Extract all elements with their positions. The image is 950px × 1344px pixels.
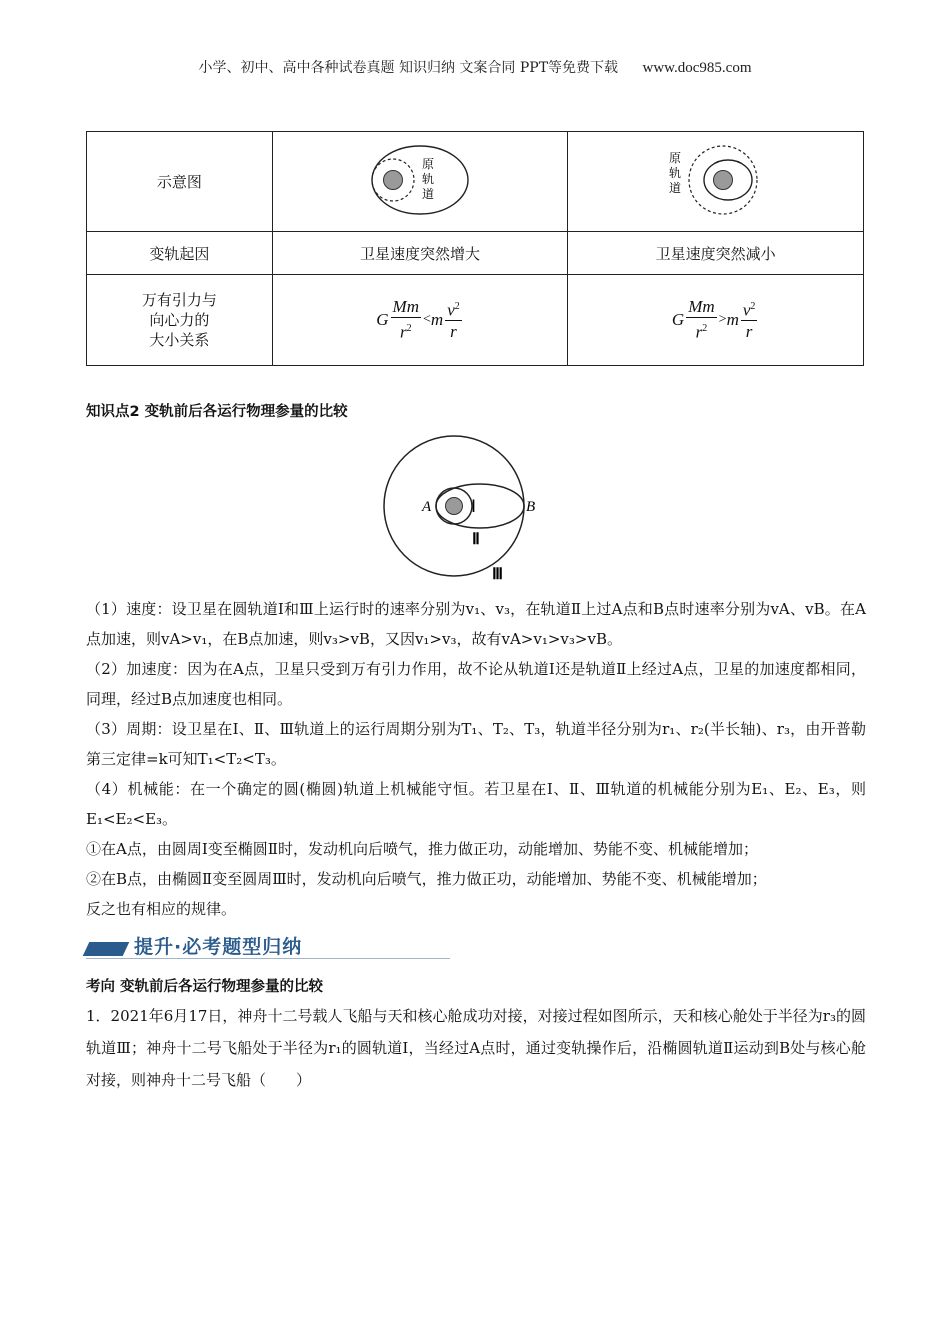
fraction-mm-r2	[391, 297, 421, 344]
label-line: 向心力的	[149, 311, 210, 329]
table-row	[87, 132, 864, 232]
topic-heading: 考向 变轨前后各运行物理参量的比较	[86, 979, 324, 995]
question-1: 1．2021年6月17日，神舟十二号载人飞船与天和核心舱成功对接，对接过程如图所示，天和核心舱处于半径为r₃的圆轨道Ⅲ；神舟十二号飞船处于半径为r₁的圆轨道Ⅰ，当经过A点时，通过变轨操作后，沿椭圆轨道Ⅱ运动到B处与核心舱对接，则神舟十二号飞船（ ）	[86, 1007, 866, 1089]
row-label	[87, 275, 273, 366]
table-row	[87, 275, 864, 366]
section-banner	[86, 932, 450, 960]
exponent: 2	[454, 300, 460, 312]
orbit-diagram-outward	[365, 138, 475, 222]
symbol-m: m	[430, 310, 444, 329]
banner-underline	[86, 958, 450, 959]
symbol-r: r	[399, 322, 407, 342]
gravity-formula	[672, 297, 759, 344]
row-label: 示意图	[87, 132, 273, 232]
section-heading: 知识点2 变轨前后各运行物理参量的比较	[86, 404, 348, 420]
gravity-formula	[376, 297, 463, 344]
formula-less	[272, 275, 568, 366]
diagram-speed-increase	[272, 132, 568, 232]
symbol-v: v	[447, 300, 455, 320]
denominator: r	[745, 322, 753, 342]
orbit-label-char: 道	[422, 186, 435, 201]
orbit-change-table	[86, 131, 864, 366]
header-text: 小学、初中、高中各种试卷真题 知识归纳 文案合同 PPT等免费下载	[198, 60, 619, 76]
diagram-speed-decrease	[568, 132, 864, 232]
planet	[713, 170, 732, 189]
fraction-v2-r	[741, 297, 758, 344]
question-text	[86, 1000, 866, 1096]
planet	[446, 498, 463, 515]
page-header	[0, 57, 950, 77]
paragraph: ①在A点，由圆周Ⅰ变至椭圆Ⅱ时，发动机向后喷气，推力做正功，动能增加、势能不变、机械能增加；	[86, 840, 758, 858]
point-b-label: B	[526, 499, 536, 515]
denominator	[696, 318, 708, 344]
orbit-ii-label: Ⅱ	[472, 531, 480, 548]
label-line: 大小关系	[149, 331, 210, 349]
banner-bar	[83, 942, 130, 956]
symbol-m: m	[726, 310, 739, 329]
explanation-text	[86, 594, 866, 924]
orbit-transfer-diagram	[376, 432, 566, 592]
exponent: 2	[406, 322, 412, 334]
banner-title: 提升·必考题型归纳	[134, 936, 303, 958]
numerator: Mm	[392, 296, 419, 316]
exponent: 2	[750, 300, 756, 312]
symbol-v: v	[742, 300, 751, 320]
orbit-label-char: 原	[422, 156, 435, 171]
symbol-g: G	[376, 310, 389, 329]
denominator: r	[450, 322, 457, 342]
orbit-iii-label: Ⅲ	[492, 566, 504, 583]
denominator	[400, 318, 412, 344]
orbit-label-char: 原	[668, 150, 681, 165]
greater-than: >	[718, 312, 727, 327]
planet	[384, 170, 403, 189]
exponent: 2	[702, 322, 708, 334]
label-line: 万有引力与	[141, 291, 217, 309]
symbol-r: r	[695, 322, 703, 342]
numerator	[741, 297, 758, 322]
symbol-g: G	[671, 310, 685, 329]
fraction-v2-r	[445, 297, 462, 344]
paragraph: 反之也有相应的规律。	[86, 900, 237, 918]
point-a-label: A	[422, 499, 432, 515]
numerator	[445, 297, 462, 322]
less-than: <	[423, 312, 431, 327]
formula-greater	[568, 275, 864, 366]
orbit-label-char: 道	[668, 180, 681, 195]
cause-decrease: 卫星速度突然减小	[568, 232, 864, 275]
orbit-i-label: Ⅰ	[471, 497, 477, 516]
orbit-label-char: 轨	[668, 165, 681, 180]
paragraph: （2）加速度：因为在A点，卫星只受到万有引力作用，故不论从轨道Ⅰ还是轨道Ⅱ上经过A点，卫星的加速度都相同，同理，经过B点加速度也相同。	[86, 660, 866, 708]
orbit-diagram-inward	[661, 138, 771, 222]
fraction-mm-r2	[686, 297, 716, 344]
cause-increase: 卫星速度突然增大	[272, 232, 568, 275]
orbit-label-char: 轨	[422, 171, 435, 186]
paragraph: （3）周期：设卫星在Ⅰ、Ⅱ、Ⅲ轨道上的运行周期分别为T₁、T₂、T₃，轨道半径分别为r₁、r₂(半长轴)、r₃，由开普勒第三定律=k可知T₁<T₂<T₃。	[86, 720, 866, 768]
table-row	[87, 232, 864, 275]
paragraph: ②在B点，由椭圆Ⅱ变至圆周Ⅲ时，发动机向后喷气，推力做正功，动能增加、势能不变、机械能增加；	[86, 870, 767, 888]
header-url[interactable]: www.doc985.com	[642, 60, 752, 76]
row-label: 变轨起因	[87, 232, 273, 275]
paragraph: （1）速度：设卫星在圆轨道Ⅰ和Ⅲ上运行时的速率分别为v₁、v₃，在轨道Ⅱ上过A点和B点时速率分别为vA、vB。在A点加速，则vA>v₁，在B点加速，则v₃>vB，又因v₁>v₃，故有vA>v₁>v₃>vB。	[86, 600, 866, 648]
numerator: Mm	[688, 296, 715, 316]
paragraph: （4）机械能：在一个确定的圆(椭圆)轨道上机械能守恒。若卫星在Ⅰ、Ⅱ、Ⅲ轨道的机械能分别为E₁、E₂、E₃，则E₁<E₂<E₃。	[86, 780, 866, 828]
